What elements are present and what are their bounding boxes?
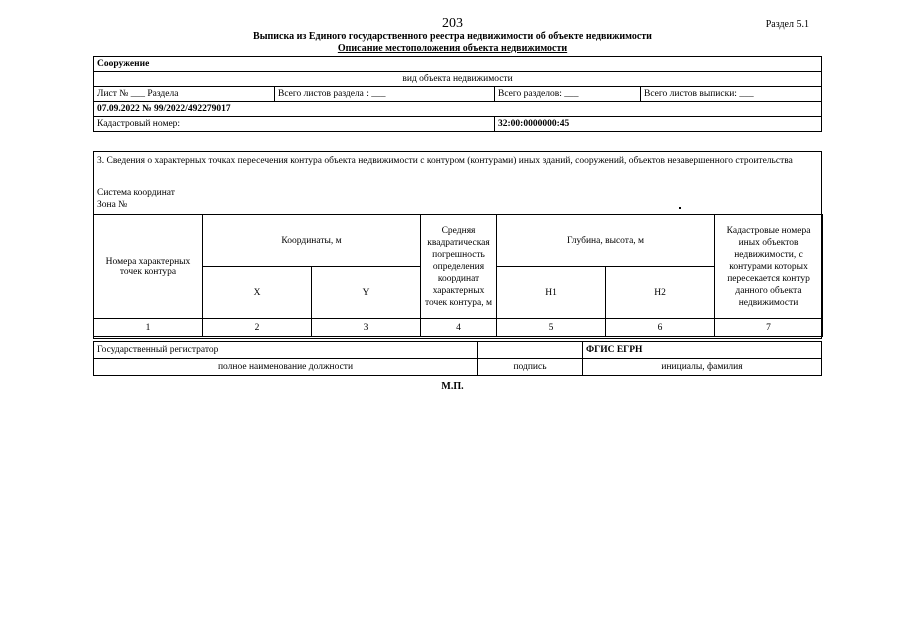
column-number: 5 xyxy=(497,319,606,337)
intersection-points-table xyxy=(93,214,823,337)
scan-dot xyxy=(679,207,681,209)
column-number: 1 xyxy=(94,319,203,337)
column-number: 7 xyxy=(715,319,823,337)
position-caption: полное наименование должности xyxy=(94,359,478,376)
section3-box xyxy=(93,151,822,339)
registrar-position: Государственный регистратор xyxy=(94,342,478,359)
cadastral-label: Кадастровый номер: xyxy=(94,117,495,132)
system-name: ФГИС ЕГРН xyxy=(583,342,822,359)
header-coordinates: Координаты, м xyxy=(203,215,421,267)
object-type: Сооружение xyxy=(94,57,822,72)
object-info-table xyxy=(93,56,822,132)
name-caption: инициалы, фамилия xyxy=(583,359,822,376)
coordinate-system-block xyxy=(97,187,175,211)
header-x: X xyxy=(203,267,312,319)
header-h1: H1 xyxy=(497,267,606,319)
total-sections: Всего разделов: ___ xyxy=(495,87,641,102)
section-label: Раздел 5.1 xyxy=(765,19,809,30)
total-sheets-section: Всего листов раздела : ___ xyxy=(275,87,495,102)
total-sheets-extract: Всего листов выписки: ___ xyxy=(641,87,822,102)
object-type-caption: вид объекта недвижимости xyxy=(94,72,822,87)
header-y: Y xyxy=(312,267,421,319)
extract-date-number: 07.09.2022 № 99/2022/492279017 xyxy=(94,102,822,117)
header-mean-error: Средняя квадратическая погрешность определения координат характерных точек контура, м xyxy=(421,215,497,319)
signature-cell xyxy=(478,342,583,359)
column-number: 4 xyxy=(421,319,497,337)
column-number: 6 xyxy=(606,319,715,337)
document-title: Выписка из Единого государственного реестра недвижимости об объекте недвижимости xyxy=(253,31,652,42)
sheet-label: Лист № ___ Раздела xyxy=(94,87,275,102)
header-point-numbers: Номера характерных точек контура xyxy=(94,215,203,319)
stamp-place: М.П. xyxy=(441,381,464,392)
page-number: 203 xyxy=(442,16,463,31)
header-depth-height: Глубина, высота, м xyxy=(497,215,715,267)
signature-table xyxy=(93,341,822,376)
zone-label: Зона № xyxy=(97,200,128,210)
header-other-cadastral-numbers: Кадастровые номера иных объектов недвижимости, с контурами которых пересекается контур данного объекта недвижимости xyxy=(715,215,823,319)
section3-title: 3. Сведения о характерных точках пересечения контура объекта недвижимости с контуром (контурами) иных зданий, сооружений, объектов незавершенного строительства xyxy=(97,156,793,166)
column-number: 2 xyxy=(203,319,312,337)
header-h2: H2 xyxy=(606,267,715,319)
column-number: 3 xyxy=(312,319,421,337)
signature-caption: подпись xyxy=(478,359,583,376)
document-subtitle: Описание местоположения объекта недвижимости xyxy=(337,43,568,54)
coordinate-system-label: Система координат xyxy=(97,188,175,198)
cadastral-number: 32:00:0000000:45 xyxy=(495,117,822,132)
